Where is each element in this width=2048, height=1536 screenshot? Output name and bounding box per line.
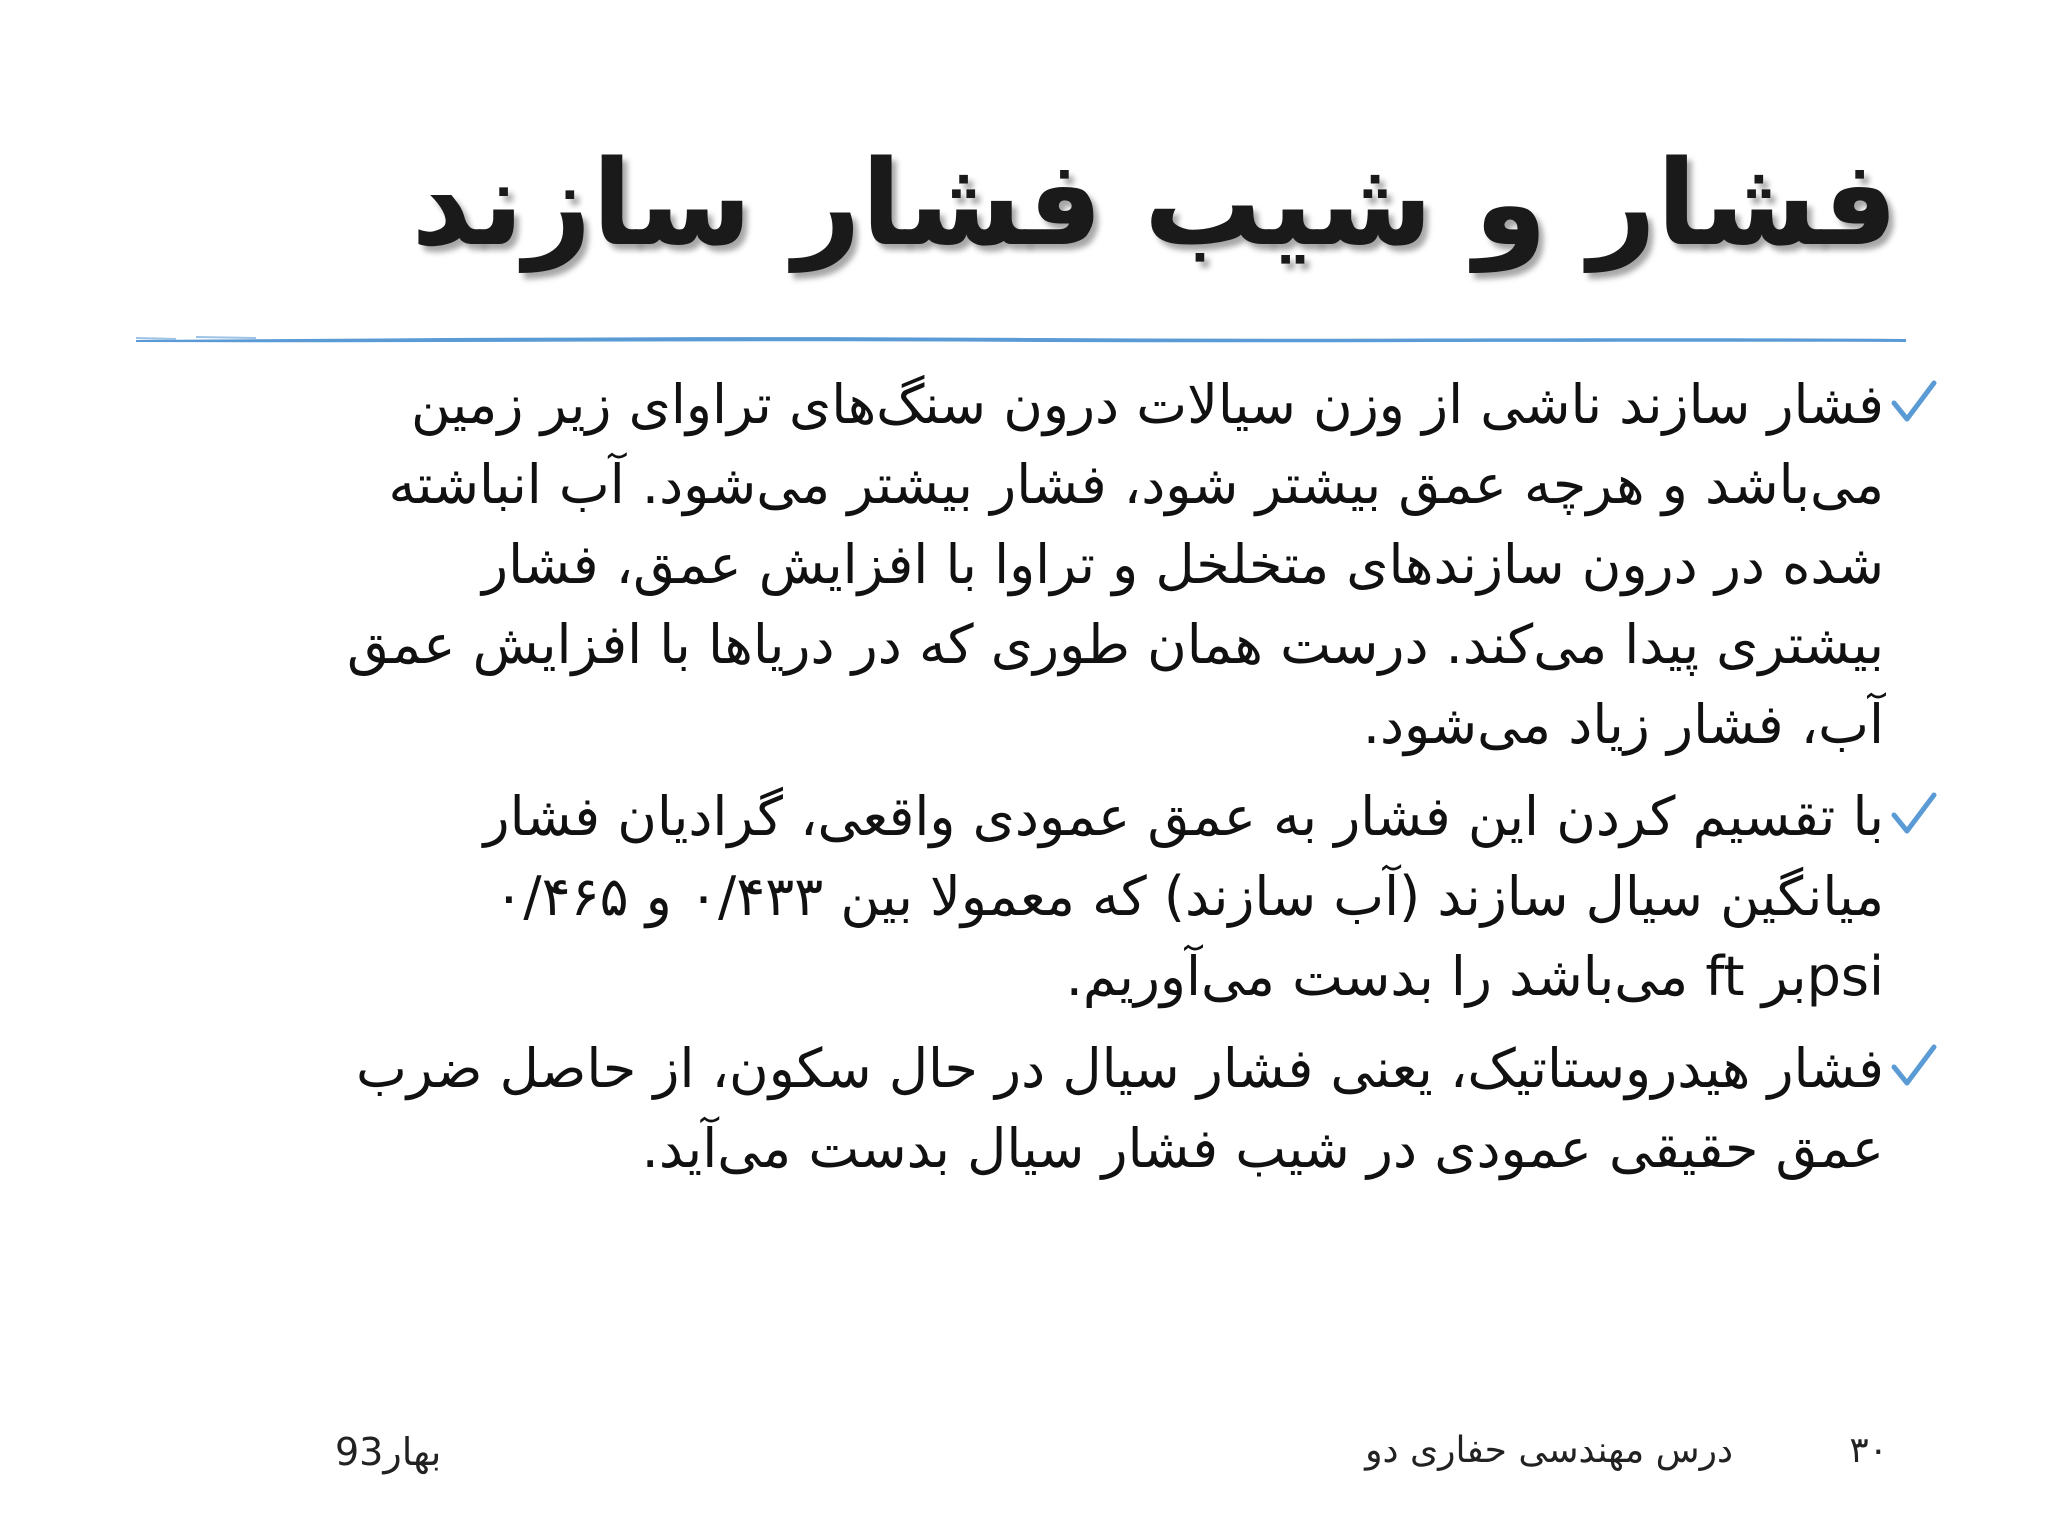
bullet-line: میانگین سیال سازند (آب سازند) که معمولا بین ۰/۴۳۳ و ۰/۴۶۵: [494, 865, 1884, 928]
bullet-line: فشار سازند ناشی از وزن سیالات درون سنگ‌های تراوای زیر زمین: [411, 373, 1884, 436]
bullet-text: [168, 1029, 1884, 1189]
bullet-line: شده در درون سازندهای متخلخل و تراوا با افزایش عمق، فشار: [482, 533, 1884, 596]
bullet-line: با تقسیم کردن این فشار به عمق عمودی واقعی، گرادیان فشار: [483, 785, 1884, 848]
bullet-item: [168, 1029, 1938, 1189]
bullet-line: می‌باشد و هرچه عمق بیشتر شود، فشار بیشتر می‌شود. آب انباشته: [388, 453, 1884, 516]
check-icon: [1890, 1043, 1938, 1091]
footer-course-name: درس مهندسی حفاری دو: [1365, 1430, 1733, 1471]
bullet-item: [168, 365, 1938, 765]
bullet-list: [168, 365, 1938, 1201]
bullet-line: عمق حقیقی عمودی در شیب فشار سیال بدست می‌آید.: [641, 1117, 1884, 1180]
slide-title: فشار و شیب فشار سازند: [411, 134, 1898, 272]
title-underline: [136, 334, 1906, 344]
bullet-line: فشار هیدروستاتیک، یعنی فشار سیال در حال سکون، از حاصل ضرب: [355, 1037, 1884, 1100]
footer-term: بهار93: [335, 1430, 442, 1474]
bullet-item: [168, 777, 1938, 1017]
check-icon: [1890, 379, 1938, 427]
slide-number: ۳۰: [1849, 1430, 1888, 1471]
bullet-line: psiبر ft می‌باشد را بدست می‌آوریم.: [1065, 945, 1884, 1008]
bullet-text: [168, 365, 1884, 765]
bullet-line: بیشتری پیدا می‌کند. درست همان طوری که در دریاها با افزایش عمق: [347, 613, 1884, 676]
bullet-text: [168, 777, 1884, 1017]
bullet-line: آب، فشار زیاد می‌شود.: [1362, 693, 1884, 756]
check-icon: [1890, 791, 1938, 839]
